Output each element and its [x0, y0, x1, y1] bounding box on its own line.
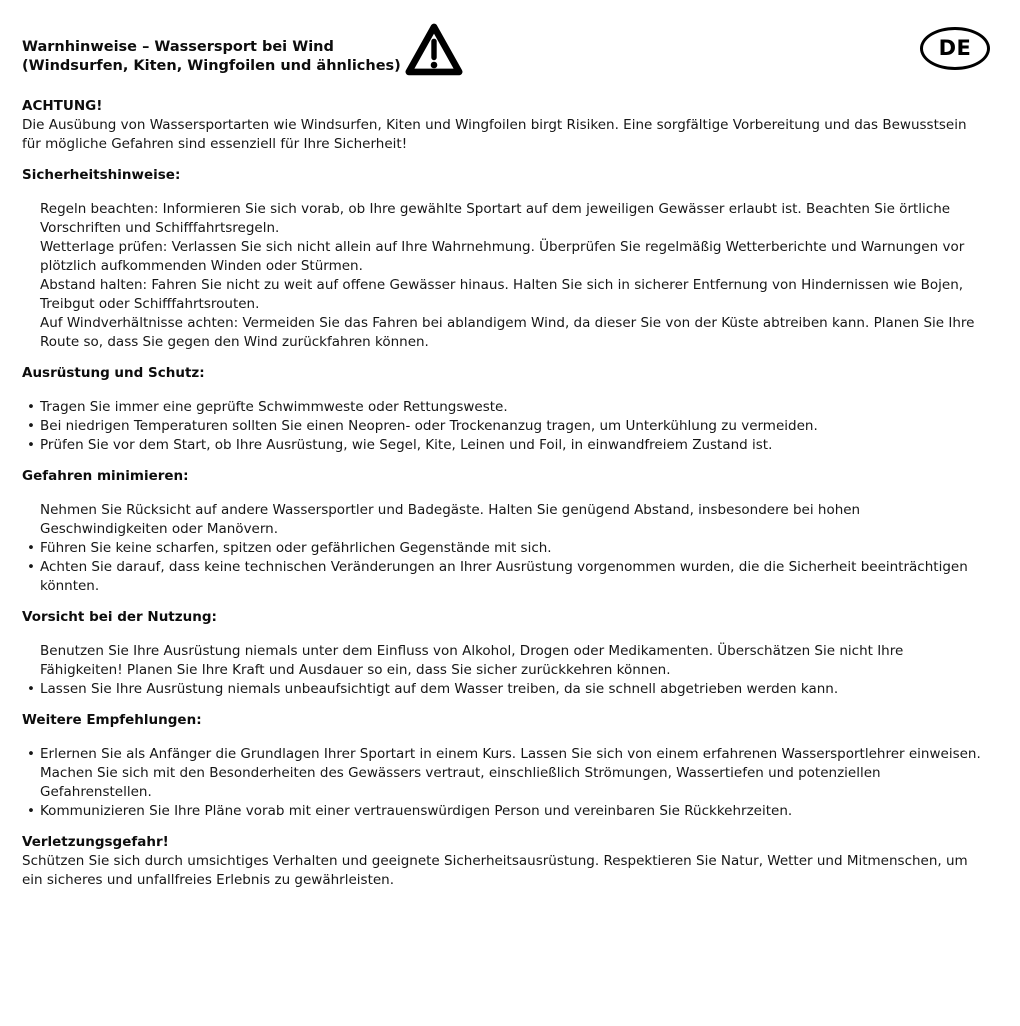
intro-block — [22, 97, 994, 154]
list-item-text: Bei niedrigen Temperaturen sollten Sie einen Neopren- oder Trockenanzug tragen, um Unterkühlung zu vermeiden. — [40, 418, 818, 434]
list-item-text: Prüfen Sie vor dem Start, ob Ihre Ausrüstung, wie Segel, Kite, Leinen und Foil, in einwandfreiem Zustand ist. — [40, 437, 773, 453]
list-item-text: Achten Sie darauf, dass keine technischen Veränderungen an Ihrer Ausrüstung vorgenommen wurden, die die Sicherheit beeinträchtigen könnten. — [40, 559, 968, 594]
list-item-text: Abstand halten: Fahren Sie nicht zu weit auf offene Gewässer hinaus. Halten Sie sich in sicherer Entfernung von Hindernissen wie Bojen, Treibgut oder Schifffahrtsrouten. — [40, 277, 964, 312]
list-item-text: Tragen Sie immer eine geprüfte Schwimmweste oder Rettungsweste. — [40, 399, 508, 415]
list-item-text: Regeln beachten: Informieren Sie sich vorab, ob Ihre gewählte Sportart auf dem jeweiligen Gewässer erlaubt ist. Beachten Sie örtliche Vorschriften und Schifffahrtsregeln. — [40, 201, 951, 236]
bullet-icon: • — [27, 681, 35, 697]
section-gefahren-minimieren — [22, 467, 994, 596]
list-item-text: Lassen Sie Ihre Ausrüstung niemals unbeaufsichtigt auf dem Wasser treiben, da sie schnell abgetrieben werden kann. — [40, 681, 839, 697]
outro-block — [22, 833, 994, 890]
list-item — [22, 398, 990, 417]
page-title-line2: (Windsurfen, Kiten, Wingfoilen und ähnliches) — [22, 58, 401, 74]
bullet-icon: • — [27, 399, 35, 415]
document-header — [22, 0, 994, 97]
intro-heading: ACHTUNG! — [22, 98, 103, 114]
bullet-icon: • — [27, 559, 35, 575]
intro-body: Die Ausübung von Wassersportarten wie Windsurfen, Kiten und Wingfoilen birgt Risiken. Eine sorgfältige Vorbereitung und das Bewusstsein für mögliche Gefahren sind essenziell für Ihre Sicherheit! — [22, 117, 967, 152]
list-item — [22, 417, 990, 436]
list-item-text: Auf Windverhältnisse achten: Vermeiden Sie das Fahren bei ablandigem Wind, da dieser Sie von der Küste abtreiben kann. Planen Sie Ihre Route so, dass Sie gegen den Wind zurückfahren können. — [40, 315, 975, 350]
section-ausruestung-und-schutz — [22, 364, 994, 455]
page-title-line1: Warnhinweise – Wassersport bei Wind — [22, 39, 334, 55]
list-item-text: Machen Sie sich mit den Besonderheiten des Gewässers vertraut, einschließlich Strömungen, Wassertiefen und potenziellen Gefahrenstellen. — [40, 765, 881, 800]
section-heading: Sicherheitshinweise: — [22, 167, 181, 183]
list-item — [22, 802, 990, 821]
list-item — [22, 501, 990, 539]
section-heading: Gefahren minimieren: — [22, 468, 189, 484]
list-item-text: Wetterlage prüfen: Verlassen Sie sich nicht allein auf Ihre Wahrnehmung. Überprüfen Sie regelmäßig Wetterberichte und Warnungen vor plötzlich aufkommenden Winden oder Stürmen. — [40, 239, 965, 274]
bullet-icon: • — [27, 803, 35, 819]
list-item-text: Nehmen Sie Rücksicht auf andere Wassersportler und Badegäste. Halten Sie genügend Abstand, insbesondere bei hohen Geschwindigkeiten oder Manövern. — [40, 502, 861, 537]
list-item-text: Erlernen Sie als Anfänger die Grundlagen Ihrer Sportart in einem Kurs. Lassen Sie sich von einem erfahrenen Wassersportlehrer einweisen. — [40, 746, 981, 762]
bullet-icon: • — [27, 746, 35, 762]
list-item — [22, 558, 990, 596]
language-badge-de — [920, 27, 990, 70]
page-title — [22, 0, 994, 76]
warning-triangle-icon — [404, 20, 464, 80]
list-item — [22, 276, 990, 314]
list-item-text: Benutzen Sie Ihre Ausrüstung niemals unter dem Einfluss von Alkohol, Drogen oder Medikamenten. Überschätzen Sie nicht Ihre Fähigkeiten! Planen Sie Ihre Kraft und Ausdauer so ein, dass Sie sicher zurückkehren können. — [40, 643, 904, 678]
section-vorsicht-bei-der-nutzung — [22, 608, 994, 699]
list-item-text: Kommunizieren Sie Ihre Pläne vorab mit einer vertrauenswürdigen Person und vereinbaren Sie Rückkehrzeiten. — [40, 803, 793, 819]
section-heading: Ausrüstung und Schutz: — [22, 365, 205, 381]
list-item — [22, 539, 990, 558]
list-item — [22, 764, 990, 802]
bullet-icon: • — [27, 437, 35, 453]
outro-body: Schützen Sie sich durch umsichtiges Verhalten und geeignete Sicherheitsausrüstung. Respektieren Sie Natur, Wetter und Mitmenschen, um ein sicheres und unfallfreies Erlebnis zu gewährleisten. — [22, 853, 968, 888]
list-item — [22, 238, 990, 276]
list-item — [22, 680, 990, 699]
list-item — [22, 642, 990, 680]
section-heading: Weitere Empfehlungen: — [22, 712, 202, 728]
outro-heading: Verletzungsgefahr! — [22, 834, 169, 850]
section-sicherheitshinweise — [22, 166, 994, 352]
list-item — [22, 200, 990, 238]
section-heading: Vorsicht bei der Nutzung: — [22, 609, 217, 625]
list-item — [22, 745, 990, 764]
section-weitere-empfehlungen — [22, 711, 994, 821]
list-item — [22, 436, 990, 455]
language-badge-label: DE — [938, 36, 972, 60]
list-item-text: Führen Sie keine scharfen, spitzen oder gefährlichen Gegenstände mit sich. — [40, 540, 552, 556]
bullet-icon: • — [27, 418, 35, 434]
bullet-icon: • — [27, 540, 35, 556]
list-item — [22, 314, 990, 352]
